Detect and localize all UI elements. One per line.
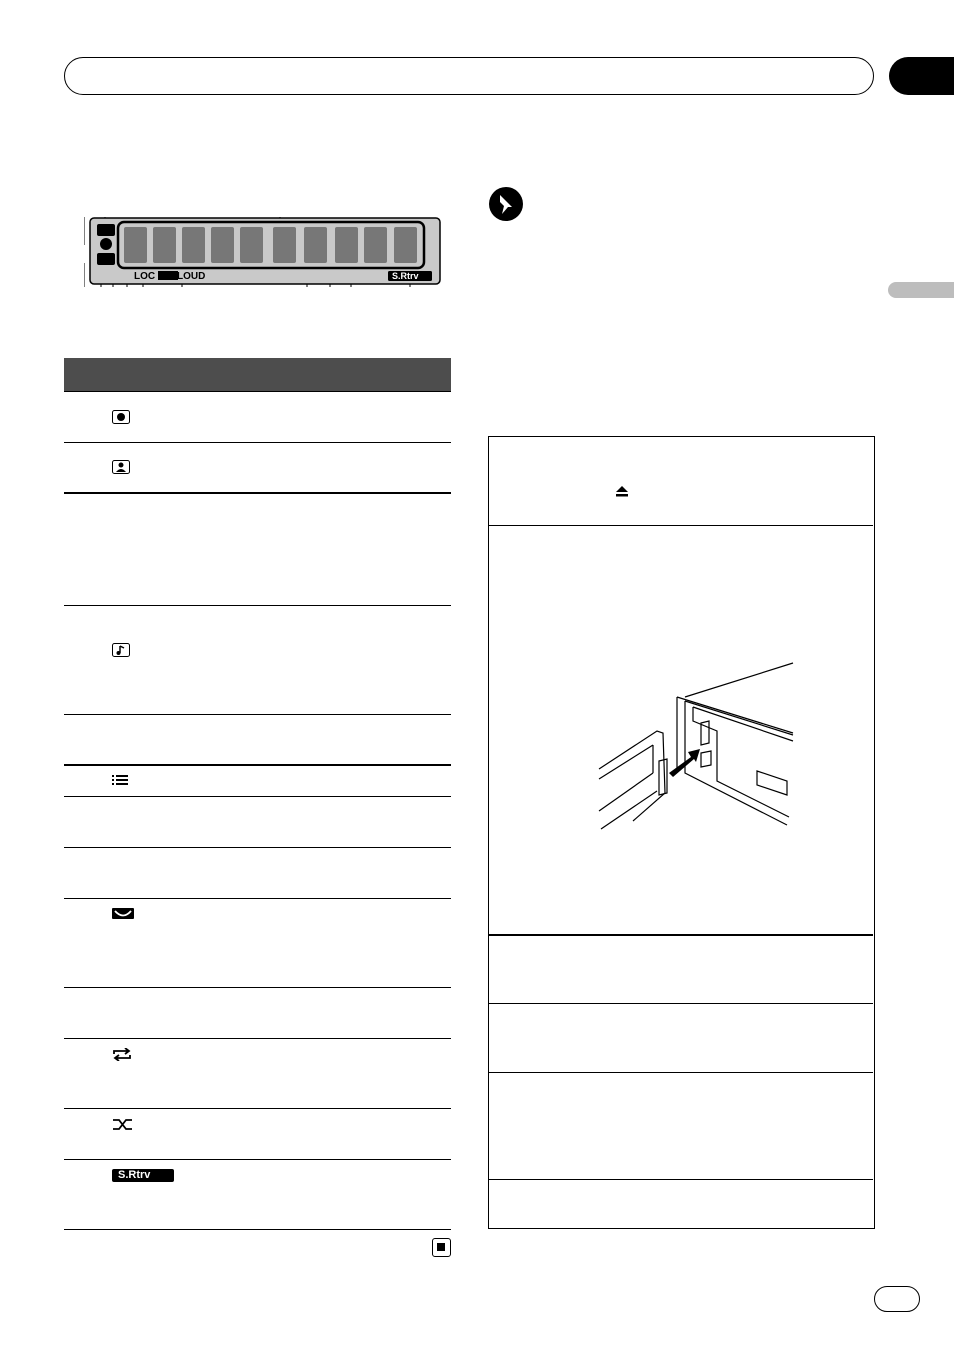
- random-icon: [112, 1118, 134, 1131]
- header-bar: [64, 57, 874, 95]
- indicator-table: [64, 358, 451, 1230]
- disc-icon: [112, 410, 130, 424]
- eject-icon: [615, 485, 629, 497]
- side-index-tab: [888, 282, 954, 298]
- loudness-icon: [112, 908, 134, 919]
- artist-icon: [112, 460, 130, 474]
- sound-retriever-badge: [112, 1169, 174, 1182]
- srtrv-indicator: S.Rtrv: [392, 271, 419, 281]
- repeat-icon: [112, 1048, 132, 1061]
- important-pin-icon: [488, 186, 524, 222]
- front-panel-detach-illustration: [597, 661, 795, 839]
- loud-indicator: LOUD: [177, 271, 206, 282]
- table-header: [64, 358, 451, 391]
- display-diagram: [84, 217, 442, 287]
- loc-indicator: LOC: [134, 271, 156, 282]
- list-icon: [112, 774, 128, 787]
- section-tab: [889, 57, 954, 95]
- sound-retriever-label: S.Rtrv: [118, 1169, 151, 1181]
- end-of-section-mark: [432, 1238, 451, 1257]
- page-number-oval: [874, 1286, 920, 1312]
- notes-box: [488, 436, 875, 1229]
- music-note-icon: [112, 643, 130, 657]
